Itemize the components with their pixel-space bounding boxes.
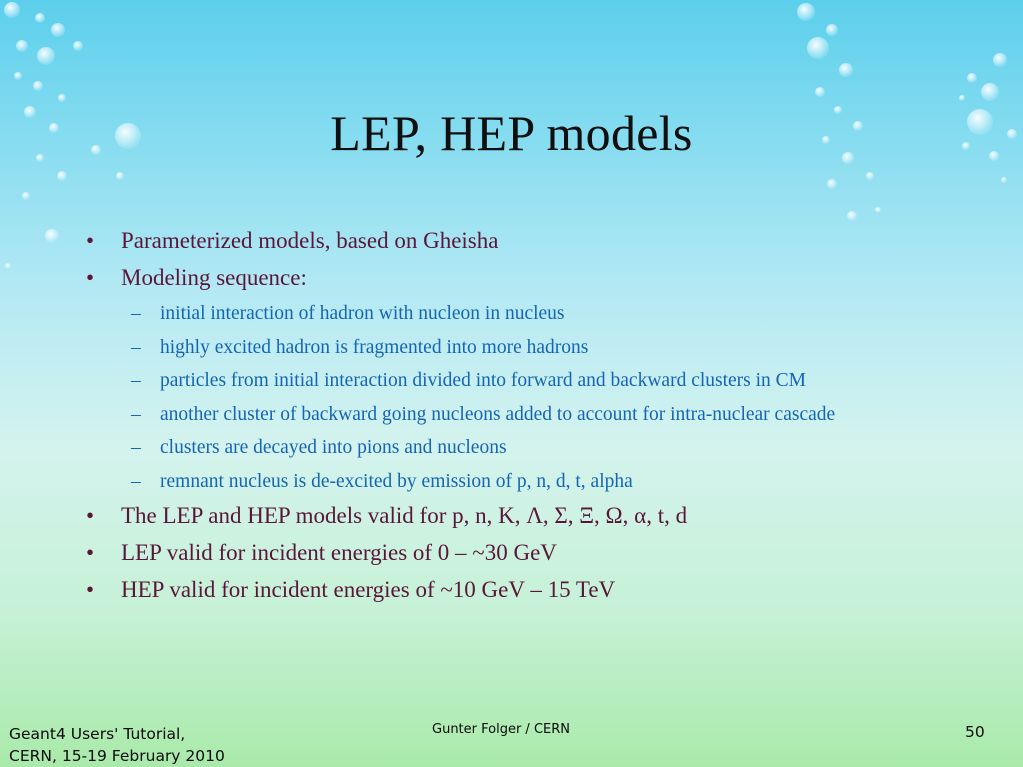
- bullet-text: The LEP and HEP models valid for p, n, K, Λ, Σ, Ξ, Ω, α, t, d: [121, 503, 688, 528]
- bullet-marker: •: [86, 577, 95, 602]
- subbullet-text: particles from initial interaction divided into forward and backward clusters in CM: [160, 370, 807, 391]
- subbullet-item: [86, 334, 906, 362]
- subbullet-marker: –: [131, 403, 141, 425]
- bullet-item: [86, 501, 906, 531]
- subbullet-marker: –: [131, 470, 141, 492]
- bullet-text: Modeling sequence:: [121, 265, 307, 290]
- bullet-item: [86, 263, 906, 293]
- bullet-marker: •: [86, 540, 95, 565]
- subbullet-marker: –: [131, 303, 141, 324]
- subbullet-item: [86, 434, 906, 462]
- subbullet-marker: –: [131, 370, 141, 391]
- subbullet-marker: –: [131, 437, 141, 458]
- subbullet-text: clusters are decayed into pions and nucleons: [160, 437, 507, 458]
- subbullet-item: [86, 300, 906, 328]
- bullet-text: Parameterized models, based on Gheisha: [121, 228, 499, 253]
- bullet-marker: •: [86, 503, 95, 528]
- subbullet-text: highly excited hadron is fragmented into more hadrons: [160, 336, 589, 358]
- bullet-item: [86, 538, 906, 568]
- subbullet-item: [86, 468, 906, 496]
- bullet-marker: •: [86, 228, 95, 253]
- slide-title: LEP, HEP models: [330, 105, 693, 161]
- subbullet-text: initial interaction of hadron with nucleon in nucleus: [160, 303, 565, 324]
- bullet-text: LEP valid for incident energies of 0 – ~30 GeV: [121, 540, 557, 565]
- bullet-item: [86, 575, 906, 605]
- footer-author: Gunter Folger / CERN: [432, 722, 570, 737]
- bullet-item: [86, 226, 906, 256]
- subbullet-text: remnant nucleus is de-excited by emission of p, n, d, t, alpha: [160, 470, 633, 492]
- subbullet-item: [86, 401, 906, 429]
- footer-event-info: Geant4 Users' Tutorial, CERN, 15-19 February 2010: [9, 725, 225, 765]
- bullet-list: [86, 226, 906, 612]
- subbullet-item: [86, 367, 906, 395]
- subbullet-text: another cluster of backward going nucleons added to account for intra-nuclear cascade: [160, 403, 836, 425]
- bullet-text: HEP valid for incident energies of ~10 GeV – 15 TeV: [121, 577, 616, 602]
- subbullet-marker: –: [131, 336, 141, 358]
- page-number: 50: [965, 723, 985, 741]
- bullet-marker: •: [86, 265, 95, 290]
